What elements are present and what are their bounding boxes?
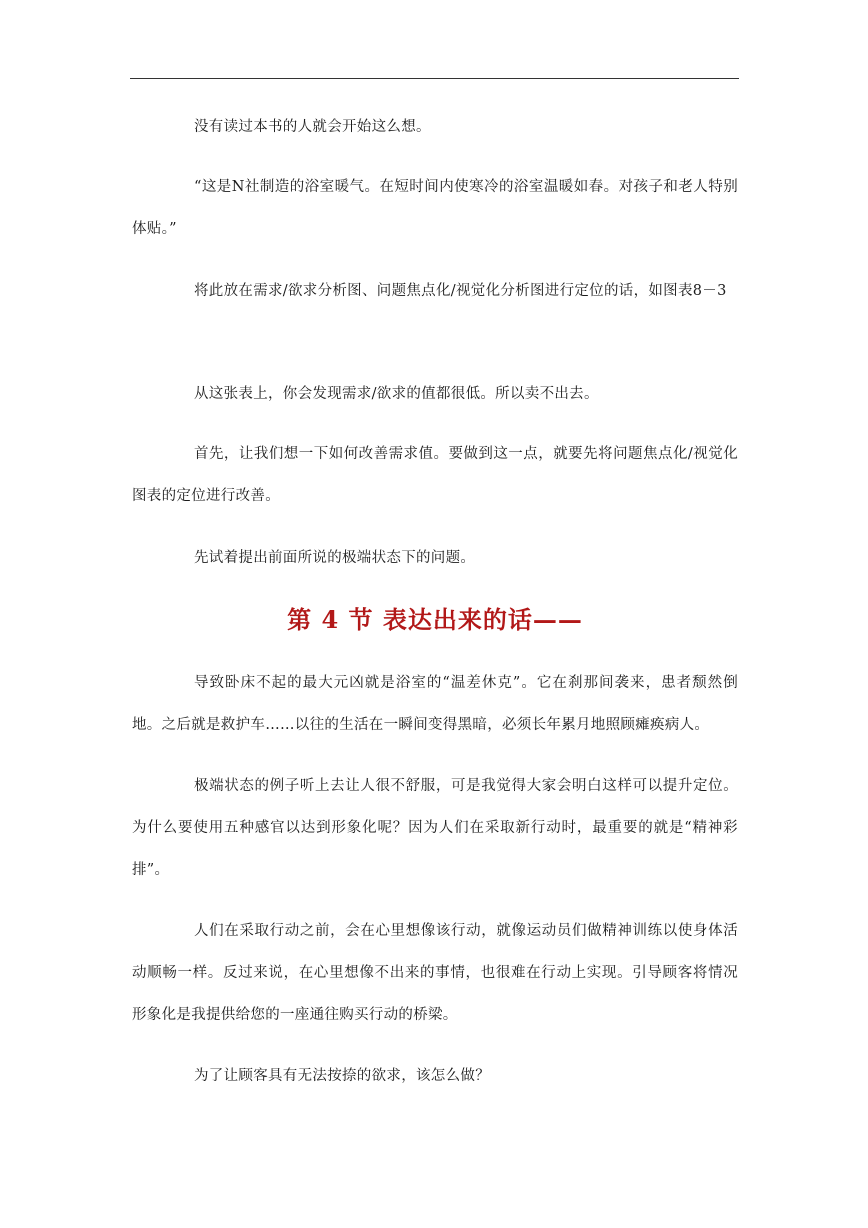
header-rule xyxy=(130,78,739,79)
paragraph: 极端状态的例子听上去让人很不舒服，可是我觉得大家会明白这样可以提升定位。为什么要使用五种感官以达到形象化呢？因为人们在采取新行动时，最重要的就是“精神彩排”。 xyxy=(132,778,738,878)
paragraph: 先试着提出前面所说的极端状态下的问题。 xyxy=(194,550,476,566)
paragraph: 人们在采取行动之前，会在心里想像该行动，就像运动员们做精神训练以使身体活动顺畅一样。反过来说，在心里想像不出来的事情，也很难在行动上实现。引导顾客将情况形象化是我提供给您的一座通往购买行动的桥梁。 xyxy=(132,923,738,1023)
section-heading: 第 4 节 表达出来的话—— xyxy=(287,605,583,634)
paragraph: 导致卧床不起的最大元凶就是浴室的“温差休克”。它在刹那间袭来，患者颓然倒地。之后就是救护车……以往的生活在一瞬间变得黑暗，必须长年累月地照顾瘫痪病人。 xyxy=(132,675,738,733)
paragraph: 没有读过本书的人就会开始这么想。 xyxy=(194,119,431,135)
paragraph: 首先，让我们想一下如何改善需求值。要做到这一点，就要先将问题焦点化/视觉化图表的定位进行改善。 xyxy=(132,446,738,504)
paragraph: 为了让顾客具有无法按捺的欲求，该怎么做？ xyxy=(194,1068,490,1084)
paragraph: 将此放在需求/欲求分析图、问题焦点化/视觉化分析图进行定位的话，如图表8－3 xyxy=(194,283,727,299)
paragraph: 从这张表上，你会发现需求/欲求的值都很低。所以卖不出去。 xyxy=(194,386,599,402)
paragraph: “这是N社制造的浴室暖气。在短时间内使寒冷的浴室温暖如春。对孩子和老人特别体贴。” xyxy=(132,179,738,237)
